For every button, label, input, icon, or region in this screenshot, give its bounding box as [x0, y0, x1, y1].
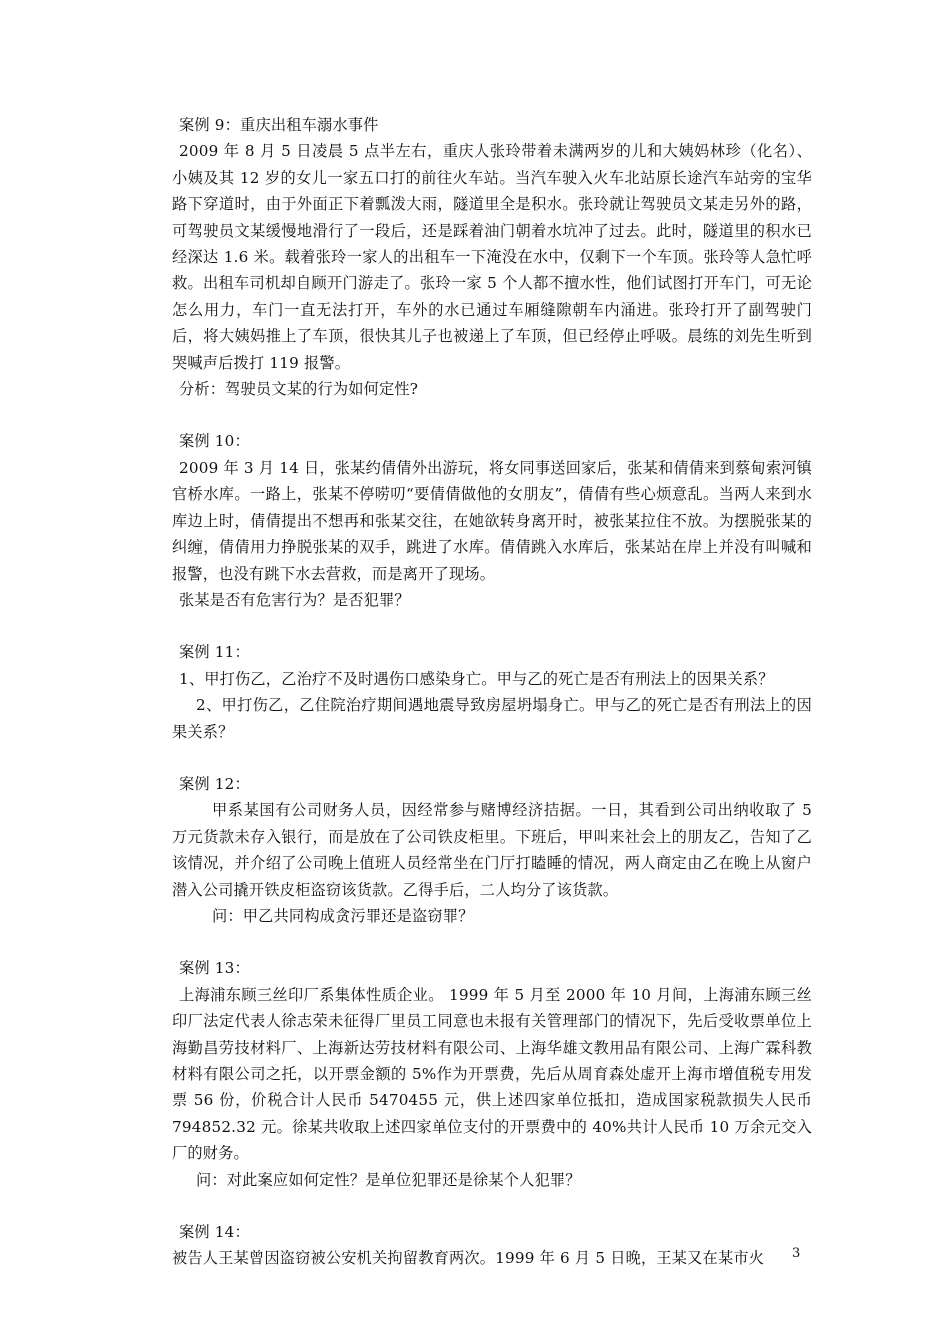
case14-body: 被告人王某曾因盗窃被公安机关拘留教育两次。1999 年 6 月 5 日晚，王某又在某市火 — [172, 1249, 765, 1268]
case11-title: 案例 11： — [179, 643, 250, 662]
case11-item-1: 1、甲打伤乙，乙治疗不及时遇伤口感染身亡。甲与乙的死亡是否有刑法上的因果关系？ — [179, 669, 774, 688]
spacer — [172, 402, 812, 428]
case11-item-2: 2、甲打伤乙，乙住院治疗期间遇地震导致房屋坍塌身亡。甲与乙的死亡是否有刑法上的因果关系？ — [172, 696, 812, 741]
case13-body: 上海浦东顾三丝印厂系集体性质企业。 1999 年 5 月至 2000 年 10 月间，上海浦东顾三丝印厂法定代表人徐志荣未征得厂里员工同意也未报有关管理部门的情况下，先后受收票单位上海勤昌劳技材料厂、上海新达劳技材料有限公司、上海华雄文教用品有限公司、上海广霖科教材料有限公司之托，以开票金额的 5%作为开票费，先后从周育森处虚开上海市增值税专用发票 56 份，价税合计人民币 5470455 元，供上述四家单位抵扣，造成国家税款损失人民币 794852.32 元。徐某共收取上述四家单位支付的开票费中的 40%共计人民币 10 万余元交入厂的财务。 — [172, 985, 812, 1163]
spacer — [172, 745, 812, 771]
case10-question: 张某是否有危害行为？是否犯罪？ — [179, 590, 410, 609]
case9-question: 分析：驾驶员文某的行为如何定性? — [179, 380, 419, 399]
case9-title: 案例 9：重庆出租车溺水事件 — [179, 116, 379, 134]
case14-title: 案例 14： — [179, 1223, 250, 1242]
case12-question: 问：甲乙共同构成贪污罪还是盗窃罪？ — [212, 906, 474, 925]
spacer — [172, 613, 812, 639]
case9-body: 2009 年 8 月 5 日凌晨 5 点半左右，重庆人张玲带着未满两岁的儿和大姨妈林珍（化名）、小姨及其 12 岁的女儿一家五口打的前往火车站。当汽车驶入火车北站原长途汽车站旁的宝华路下穿道时，由于外面正下着瓢泼大雨，隧道里全是积水。张玲就让驾驶员文某走另外的路，可驾驶员文某缓慢地滑行了一段后，还是踩着油门朝着水坑冲了过去。此时，隧道里的积水已经深达 1.6 米。载着张玲一家人的出租车一下淹没在水中，仅剩下一个车顶。张玲等人急忙呼救。出租车司机却自顾开门游走了。张玲一家 5 个人都不擅水性，他们试图打开车门，可无论怎么用力，车门一直无法打开，车外的水已通过车厢缝隙朝车内涌进。张玲打开了副驾驶门后，将大姨妈推上了车顶，很快其儿子也被递上了车顶，但已经停止呼吸。晨练的刘先生听到哭喊声后拨打 119 报警。 — [172, 142, 812, 372]
case12-title: 案例 12： — [179, 774, 250, 793]
spacer — [172, 1193, 812, 1219]
document-body — [172, 112, 812, 1272]
case12-body: 甲系某国有公司财务人员，因经常参与赌博经济拮据。一日，其看到公司出纳收取了 5 万元货款未存入银行，而是放在了公司铁皮柜里。下班后，甲叫来社会上的朋友乙，告知了乙该情况，并介绍了公司晚上值班人员经常坐在门厅打瞌睡的情况，两人商定由乙在晚上从窗户潜入公司撬开铁皮柜盗窃该货款。乙得手后，二人均分了该货款。 — [172, 801, 812, 899]
case13-question: 问：对此案应如何定性？是单位犯罪还是徐某个人犯罪？ — [196, 1170, 581, 1189]
case10-body: 2009 年 3 月 14 日，张某约倩倩外出游玩，将女同事送回家后，张某和倩倩来到蔡甸索河镇官桥水库。一路上，张某不停唠叨“要倩倩做他的女朋友”，倩倩有些心烦意乱。当两人来到水库边上时，倩倩提出不想再和张某交往，在她欲转身离开时，被张某拉住不放。为摆脱张某的纠缠，倩倩用力挣脱张某的双手，跳进了水库。倩倩跳入水库后，张某站在岸上并没有叫喊和报警，也没有跳下水去营救，而是离开了现场。 — [172, 458, 812, 583]
spacer — [172, 929, 812, 955]
case10-title: 案例 10： — [179, 432, 250, 451]
page-number: 3 — [792, 1246, 801, 1261]
case13-title: 案例 13： — [179, 959, 250, 978]
